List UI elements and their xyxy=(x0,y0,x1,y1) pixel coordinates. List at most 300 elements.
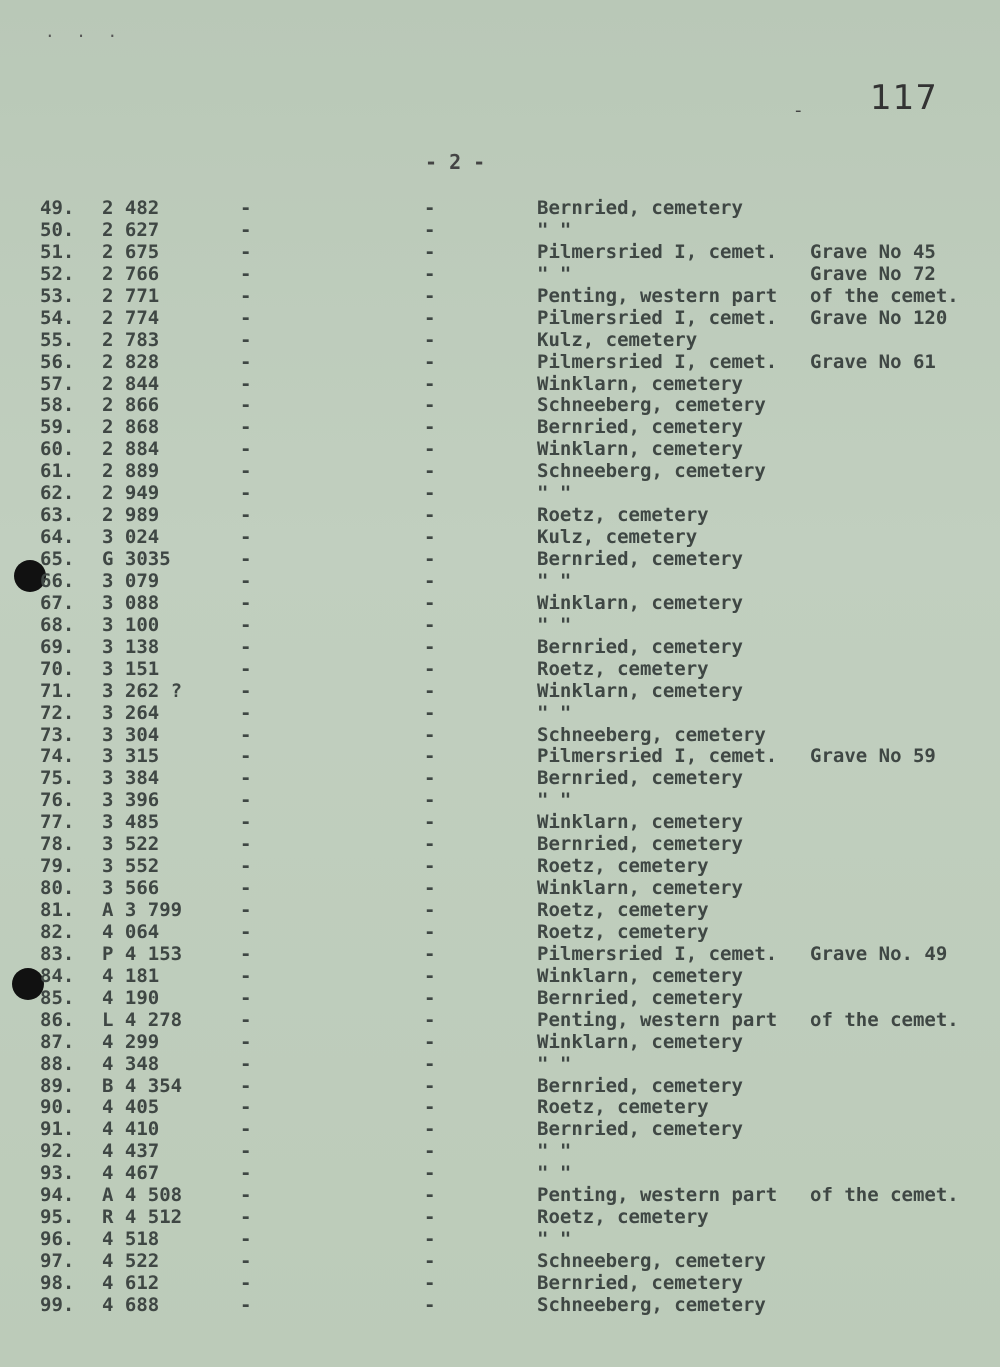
entry-number: 72. xyxy=(40,701,75,724)
grave-info: Grave No. 49 xyxy=(810,942,948,965)
dash-mark: - xyxy=(424,262,436,285)
entry-id: 4 405 xyxy=(102,1096,160,1119)
entry-number: 55. xyxy=(40,328,75,351)
dash-mark: - xyxy=(240,1074,252,1097)
list-item xyxy=(0,1096,1000,1118)
entry-number: 54. xyxy=(40,306,75,329)
entry-id: A 3 799 xyxy=(102,899,183,921)
entry-id: 3 088 xyxy=(102,591,160,614)
entry-number: 83. xyxy=(40,942,75,965)
list-item xyxy=(0,1250,1000,1272)
burial-place: Bernried, cemetery xyxy=(537,767,743,790)
entry-number: 63. xyxy=(40,504,75,527)
dash-mark: - xyxy=(424,218,436,241)
dash-mark: - xyxy=(240,1140,252,1163)
list-item xyxy=(0,899,1000,921)
burial-place: Roetz, cemetery xyxy=(537,1096,709,1119)
burial-place: Winklarn, cemetery xyxy=(537,964,743,987)
burial-place: Pilmersried I, cemet. xyxy=(537,240,778,263)
burial-place: Roetz, cemetery xyxy=(537,1206,709,1229)
list-item xyxy=(0,833,1000,855)
entry-id: 3 024 xyxy=(102,526,160,549)
burial-place: Roetz, cemetery xyxy=(537,920,709,943)
dash-mark: - xyxy=(424,350,436,373)
dash-mark: - xyxy=(424,482,436,505)
dash-mark: - xyxy=(240,964,252,987)
dash-mark: - xyxy=(424,306,436,329)
entry-number: 49. xyxy=(40,197,75,219)
dash-mark: - xyxy=(424,1293,436,1316)
dash-mark: - xyxy=(424,526,436,549)
entry-number: 79. xyxy=(40,855,75,878)
dash-mark: - xyxy=(240,679,252,702)
dash-mark: - xyxy=(424,877,436,900)
dash-mark: - xyxy=(240,833,252,856)
list-item xyxy=(0,658,1000,680)
entry-number: 78. xyxy=(40,833,75,856)
dash-mark: - xyxy=(424,986,436,1009)
burial-place: Schneeberg, cemetery xyxy=(537,1250,766,1272)
entry-id: 4 181 xyxy=(102,964,160,987)
entry-id: 3 079 xyxy=(102,569,160,592)
entry-number: 69. xyxy=(40,635,75,658)
dash-mark: - xyxy=(424,1030,436,1053)
dash-mark: - xyxy=(240,197,252,219)
entry-id: 4 688 xyxy=(102,1293,160,1316)
dash-mark: - xyxy=(240,438,252,461)
list-item xyxy=(0,504,1000,526)
list-item xyxy=(0,1053,1000,1075)
entry-id: 4 299 xyxy=(102,1030,160,1053)
entry-number: 89. xyxy=(40,1074,75,1097)
grave-info: of the cemet. xyxy=(810,1184,959,1207)
entry-number: 53. xyxy=(40,284,75,307)
dash-mark: - xyxy=(424,591,436,614)
entry-number: 87. xyxy=(40,1030,75,1053)
list-item xyxy=(0,943,1000,965)
dash-mark: - xyxy=(240,416,252,439)
dash-mark: - xyxy=(240,855,252,878)
entry-number: 93. xyxy=(40,1162,75,1185)
list-item xyxy=(0,987,1000,1009)
burial-place: Kulz, cemetery xyxy=(537,526,698,549)
entry-id: 3 315 xyxy=(102,745,160,768)
entry-number: 64. xyxy=(40,526,75,549)
burial-place: Schneeberg, cemetery xyxy=(537,723,766,746)
list-item xyxy=(0,373,1000,395)
dash-mark: - xyxy=(240,240,252,263)
entry-id: 2 482 xyxy=(102,197,160,219)
grave-info: of the cemet. xyxy=(810,284,959,307)
dash-mark: - xyxy=(240,767,252,790)
burial-place: Schneeberg, cemetery xyxy=(537,1293,766,1316)
entry-number: 86. xyxy=(40,1008,75,1031)
dash-mark: - xyxy=(240,899,252,921)
dash-mark: - xyxy=(424,1052,436,1075)
dash-mark: - xyxy=(424,723,436,746)
dash-mark: - xyxy=(424,920,436,943)
entry-id: 3 100 xyxy=(102,613,160,636)
entry-number: 57. xyxy=(40,372,75,395)
list-item xyxy=(0,767,1000,789)
dash-mark: - xyxy=(240,1052,252,1075)
dash-mark: - xyxy=(424,899,436,921)
burial-place: " " xyxy=(537,482,572,505)
dash-mark: - xyxy=(424,1228,436,1251)
entry-number: 77. xyxy=(40,811,75,834)
burial-place: Penting, western part xyxy=(537,284,778,307)
dash-mark: - xyxy=(240,306,252,329)
list-item xyxy=(0,329,1000,351)
dash-mark: - xyxy=(424,679,436,702)
dash-mark: - xyxy=(240,942,252,965)
entry-id: A 4 508 xyxy=(102,1184,183,1207)
dash-mark: - xyxy=(240,569,252,592)
burial-place: Roetz, cemetery xyxy=(537,855,709,878)
burial-place: " " xyxy=(537,1162,572,1185)
entry-id: 2 675 xyxy=(102,240,160,263)
entry-id: 2 868 xyxy=(102,416,160,439)
list-item xyxy=(0,811,1000,833)
list-item xyxy=(0,1118,1000,1140)
list-item xyxy=(0,1184,1000,1206)
list-item xyxy=(0,1031,1000,1053)
entry-id: 2 783 xyxy=(102,328,160,351)
dash-mark: - xyxy=(424,284,436,307)
entry-number: 61. xyxy=(40,460,75,483)
dash-mark: - xyxy=(424,942,436,965)
entry-number: 80. xyxy=(40,877,75,900)
entry-id: 3 264 xyxy=(102,701,160,724)
burial-place: Pilmersried I, cemet. xyxy=(537,350,778,373)
entry-number: 51. xyxy=(40,240,75,263)
dash-mark: - xyxy=(240,350,252,373)
dash-mark: - xyxy=(240,613,252,636)
list-item xyxy=(0,1009,1000,1031)
list-item xyxy=(0,592,1000,614)
burial-place: Winklarn, cemetery xyxy=(537,438,743,461)
dash-mark: - xyxy=(240,526,252,549)
burial-place: Winklarn, cemetery xyxy=(537,877,743,900)
entry-id: 3 151 xyxy=(102,657,160,680)
entry-id: L 4 278 xyxy=(102,1008,183,1031)
entry-id: 3 304 xyxy=(102,723,160,746)
dash-mark: - xyxy=(240,1206,252,1229)
burial-place: " " xyxy=(537,1052,572,1075)
list-item xyxy=(0,438,1000,460)
list-item xyxy=(0,285,1000,307)
dash-mark: - xyxy=(240,1096,252,1119)
list-item xyxy=(0,394,1000,416)
entry-id: 3 396 xyxy=(102,789,160,812)
list-item xyxy=(0,1162,1000,1184)
burial-place: Bernried, cemetery xyxy=(537,1074,743,1097)
dash-mark: - xyxy=(240,1228,252,1251)
burial-place: " " xyxy=(537,1140,572,1163)
dash-mark: - xyxy=(424,197,436,219)
entry-id: 4 064 xyxy=(102,920,160,943)
list-item xyxy=(0,1272,1000,1294)
list-item xyxy=(0,548,1000,570)
list-item xyxy=(0,416,1000,438)
dash-mark: - xyxy=(240,723,252,746)
entry-number: 59. xyxy=(40,416,75,439)
entry-id: 4 190 xyxy=(102,986,160,1009)
entry-number: 84. xyxy=(40,964,75,987)
entry-number: 50. xyxy=(40,218,75,241)
entry-id: 2 866 xyxy=(102,394,160,417)
dash-mark: - xyxy=(240,1030,252,1053)
entry-id: 3 485 xyxy=(102,811,160,834)
entry-id: 2 844 xyxy=(102,372,160,395)
dash-mark: - xyxy=(424,504,436,527)
list-item xyxy=(0,241,1000,263)
dash-mark: - xyxy=(240,1118,252,1141)
entry-id: 4 467 xyxy=(102,1162,160,1185)
burial-place: Winklarn, cemetery xyxy=(537,591,743,614)
entry-id: 2 828 xyxy=(102,350,160,373)
list-item xyxy=(0,307,1000,329)
dash-mark: - xyxy=(424,1008,436,1031)
list-item xyxy=(0,614,1000,636)
entry-id: 4 410 xyxy=(102,1118,160,1141)
dash-mark: - xyxy=(240,877,252,900)
dash-mark: - xyxy=(424,1271,436,1294)
dash-mark: - xyxy=(240,745,252,768)
dash-mark: - xyxy=(424,1096,436,1119)
burial-place: " " xyxy=(537,613,572,636)
dash-mark: - xyxy=(424,240,436,263)
dash-mark: - xyxy=(424,1250,436,1272)
dash-mark: - xyxy=(240,1008,252,1031)
entry-number: 68. xyxy=(40,613,75,636)
dash-mark: - xyxy=(240,1184,252,1207)
entry-id: 2 766 xyxy=(102,262,160,285)
list-item xyxy=(0,263,1000,285)
dash-mark: - xyxy=(240,482,252,505)
list-item xyxy=(0,1140,1000,1162)
dash-mark: - xyxy=(424,701,436,724)
list-item xyxy=(0,197,1000,219)
entry-number: 56. xyxy=(40,350,75,373)
dash-mark: - xyxy=(424,855,436,878)
entry-number: 71. xyxy=(40,679,75,702)
dash-mark: - xyxy=(424,1206,436,1229)
burial-place: Pilmersried I, cemet. xyxy=(537,306,778,329)
entry-number: 65. xyxy=(40,548,75,570)
dash-mark: - xyxy=(240,1162,252,1185)
list-item xyxy=(0,482,1000,504)
list-item xyxy=(0,789,1000,811)
burial-place: Bernried, cemetery xyxy=(537,1118,743,1141)
burial-place: Pilmersried I, cemet. xyxy=(537,942,778,965)
dash-mark: - xyxy=(240,504,252,527)
burial-place: " " xyxy=(537,262,572,285)
list-item xyxy=(0,636,1000,658)
burial-place: Schneeberg, cemetery xyxy=(537,460,766,483)
grave-info: Grave No 72 xyxy=(810,262,936,285)
grave-info: Grave No 61 xyxy=(810,350,936,373)
list-item xyxy=(0,570,1000,592)
burial-place: Roetz, cemetery xyxy=(537,657,709,680)
entry-id: 4 522 xyxy=(102,1250,160,1272)
entry-number: 52. xyxy=(40,262,75,285)
grave-info: Grave No 45 xyxy=(810,240,936,263)
entry-number: 95. xyxy=(40,1206,75,1229)
dash-mark: - xyxy=(424,1140,436,1163)
entry-id: G 3035 xyxy=(102,548,171,570)
entry-number: 74. xyxy=(40,745,75,768)
dash-mark: - xyxy=(240,1271,252,1294)
burial-place: " " xyxy=(537,569,572,592)
dash-mark: - xyxy=(424,745,436,768)
list-item xyxy=(0,877,1000,899)
burial-place: " " xyxy=(537,1228,572,1251)
entry-id: 3 522 xyxy=(102,833,160,856)
dash-mark: - xyxy=(424,767,436,790)
dash-mark: - xyxy=(240,701,252,724)
list-item xyxy=(0,965,1000,987)
entry-number: 92. xyxy=(40,1140,75,1163)
dash-mark: - xyxy=(240,811,252,834)
dash-mark: - xyxy=(424,789,436,812)
entry-id: 3 138 xyxy=(102,635,160,658)
entry-number: 81. xyxy=(40,899,75,921)
entry-number: 88. xyxy=(40,1052,75,1075)
dash-mark: - xyxy=(424,635,436,658)
entry-number: 96. xyxy=(40,1228,75,1251)
entry-id: 2 949 xyxy=(102,482,160,505)
grave-info: Grave No 120 xyxy=(810,306,948,329)
burial-place: Roetz, cemetery xyxy=(537,504,709,527)
dash-mark: - xyxy=(424,460,436,483)
entry-id: 2 989 xyxy=(102,504,160,527)
entry-number: 98. xyxy=(40,1271,75,1294)
entry-number: 99. xyxy=(40,1293,75,1316)
entry-number: 58. xyxy=(40,394,75,417)
burial-place: Winklarn, cemetery xyxy=(537,679,743,702)
dash-mark: - xyxy=(240,394,252,417)
dash-mark: - xyxy=(424,328,436,351)
dash-mark: - xyxy=(240,591,252,614)
burial-place: Bernried, cemetery xyxy=(537,635,743,658)
dash-mark: - xyxy=(240,262,252,285)
entry-number: 85. xyxy=(40,986,75,1009)
list-item xyxy=(0,702,1000,724)
list-item xyxy=(0,855,1000,877)
burial-place: Winklarn, cemetery xyxy=(537,372,743,395)
list-item xyxy=(0,680,1000,702)
record-list xyxy=(0,197,1000,1316)
burial-place: Kulz, cemetery xyxy=(537,328,698,351)
dash-mark: - xyxy=(424,438,436,461)
dash-mark: - xyxy=(424,811,436,834)
dash-mark: - xyxy=(240,548,252,570)
handwritten-page-number: 117 xyxy=(870,78,938,118)
entry-id: 2 884 xyxy=(102,438,160,461)
entry-number: 60. xyxy=(40,438,75,461)
dash-mark: - xyxy=(240,635,252,658)
list-item xyxy=(0,1294,1000,1316)
dash-mark: - xyxy=(424,569,436,592)
entry-id: 3 552 xyxy=(102,855,160,878)
entry-number: 73. xyxy=(40,723,75,746)
list-item xyxy=(0,1228,1000,1250)
list-item xyxy=(0,1075,1000,1097)
dash-mark: - xyxy=(424,657,436,680)
list-item xyxy=(0,460,1000,482)
dash-mark: - xyxy=(424,964,436,987)
dash-mark: - xyxy=(240,218,252,241)
entry-id: P 4 153 xyxy=(102,942,183,965)
list-item xyxy=(0,724,1000,746)
list-item xyxy=(0,745,1000,767)
dash-mark: - xyxy=(240,372,252,395)
entry-number: 70. xyxy=(40,657,75,680)
burial-place: Bernried, cemetery xyxy=(537,1271,743,1294)
dash-mark: - xyxy=(424,548,436,570)
entry-number: 75. xyxy=(40,767,75,790)
dash-mark: - xyxy=(240,1293,252,1316)
entry-id: 2 889 xyxy=(102,460,160,483)
grave-info: Grave No 59 xyxy=(810,745,936,768)
dash-mark: - xyxy=(424,1118,436,1141)
burial-place: " " xyxy=(537,701,572,724)
list-item xyxy=(0,351,1000,373)
burial-place: Bernried, cemetery xyxy=(537,197,743,219)
dash-mark: - xyxy=(424,613,436,636)
top-marks: . . . xyxy=(45,22,124,41)
dash-mark: - xyxy=(240,920,252,943)
entry-id: 2 627 xyxy=(102,218,160,241)
dash-mark: - xyxy=(240,284,252,307)
entry-number: 90. xyxy=(40,1096,75,1119)
entry-number: 82. xyxy=(40,920,75,943)
dash-mark: - xyxy=(240,986,252,1009)
list-item xyxy=(0,1206,1000,1228)
entry-number: 67. xyxy=(40,591,75,614)
burial-place: Roetz, cemetery xyxy=(537,899,709,921)
entry-id: B 4 354 xyxy=(102,1074,183,1097)
entry-number: 94. xyxy=(40,1184,75,1207)
burial-place: Bernried, cemetery xyxy=(537,548,743,570)
burial-place: " " xyxy=(537,789,572,812)
entry-number: 91. xyxy=(40,1118,75,1141)
dash-mark: - xyxy=(240,789,252,812)
dash-mark: - xyxy=(240,328,252,351)
list-item xyxy=(0,921,1000,943)
entry-number: 97. xyxy=(40,1250,75,1272)
burial-place: Pilmersried I, cemet. xyxy=(537,745,778,768)
entry-id: R 4 512 xyxy=(102,1206,183,1229)
grave-info: of the cemet. xyxy=(810,1008,959,1031)
entry-id: 2 774 xyxy=(102,306,160,329)
dash-mark: - xyxy=(240,460,252,483)
dash-mark: - xyxy=(424,1074,436,1097)
dash-mark: - xyxy=(424,372,436,395)
burial-place: Bernried, cemetery xyxy=(537,833,743,856)
dash-mark: - xyxy=(424,1184,436,1207)
list-item xyxy=(0,219,1000,241)
entry-id: 4 348 xyxy=(102,1052,160,1075)
pencil-tick: - xyxy=(795,100,802,121)
entry-id: 3 262 ? xyxy=(102,679,183,702)
entry-id: 3 384 xyxy=(102,767,160,790)
burial-place: Schneeberg, cemetery xyxy=(537,394,766,417)
dash-mark: - xyxy=(424,833,436,856)
burial-place: Penting, western part xyxy=(537,1008,778,1031)
burial-place: Bernried, cemetery xyxy=(537,416,743,439)
